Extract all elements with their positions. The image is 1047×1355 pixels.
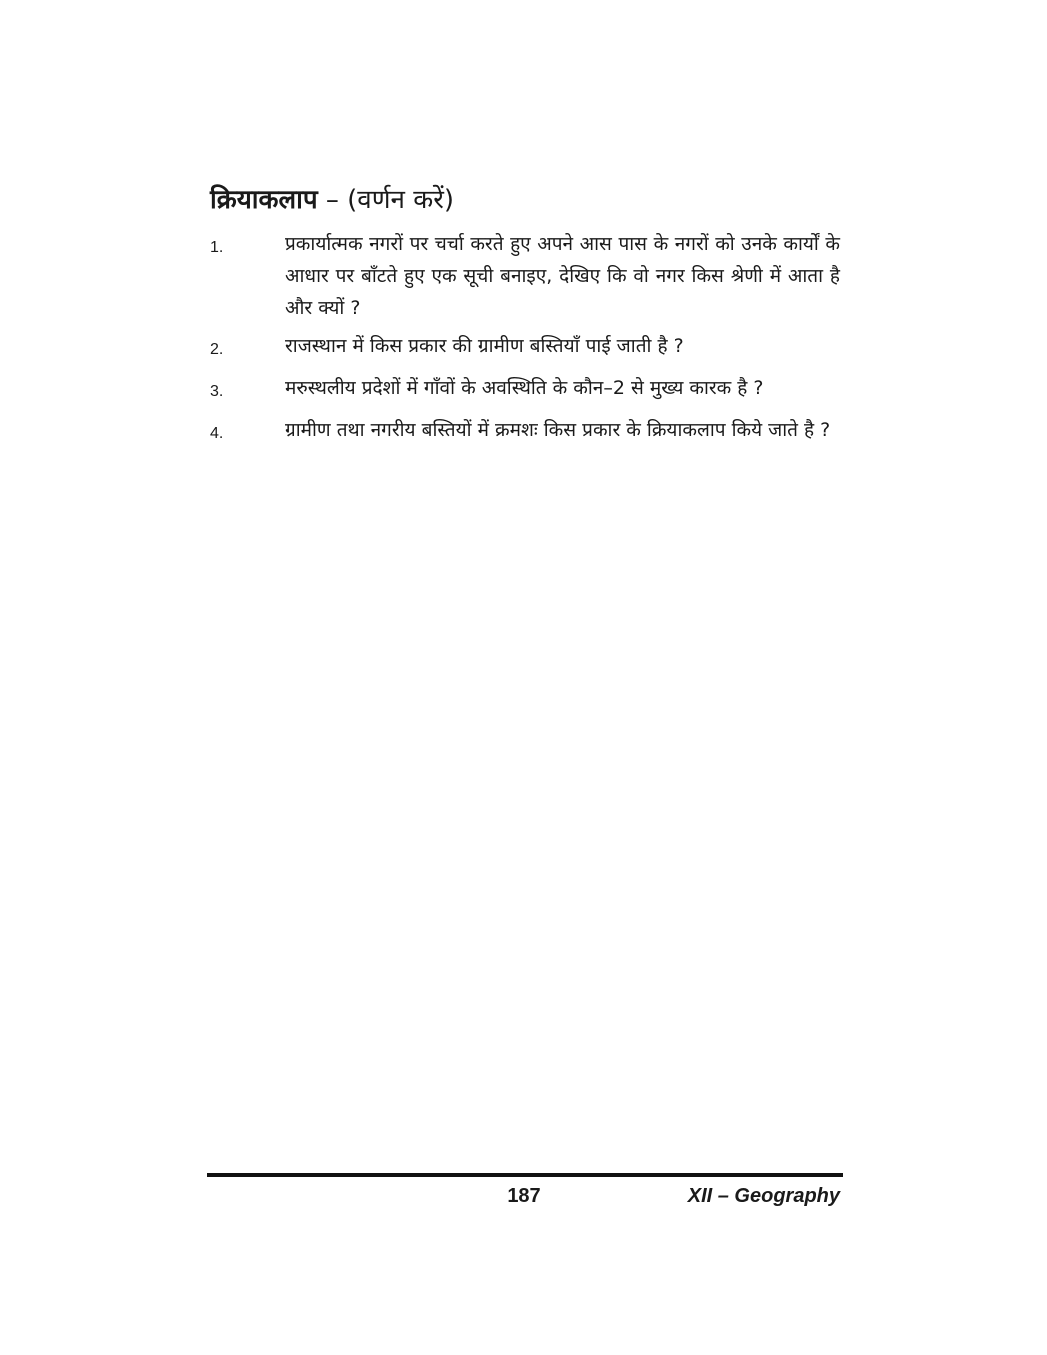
- question-item: [210, 228, 840, 324]
- question-item: [210, 414, 840, 450]
- footer-divider: [207, 1173, 843, 1177]
- question-number: 2.: [210, 341, 224, 358]
- question-item: [210, 330, 840, 366]
- question-text: राजस्थान में किस प्रकार की ग्रामीण बस्तियाँ पाई जाती है ?: [285, 335, 684, 357]
- heading-title: क्रियाकलाप: [210, 185, 318, 215]
- question-text: प्रकार्यात्मक नगरों पर चर्चा करते हुए अपने आस पास के नगरों को उनके कार्यों के आधार पर बाँटते हुए एक सूची बनाइए, देखिए कि वो नगर किस श्रेणी में आता है और क्यों ?: [285, 233, 840, 319]
- book-title: XII – Geography: [687, 1185, 840, 1207]
- question-list: [210, 228, 840, 456]
- question-number: 4.: [210, 425, 224, 442]
- question-item: [210, 372, 840, 408]
- question-text: मरुस्थलीय प्रदेशों में गाँवों के अवस्थिति के कौन–2 से मुख्य कारक है ?: [285, 377, 764, 399]
- question-number: 1.: [210, 239, 224, 256]
- question-number: 3.: [210, 383, 224, 400]
- heading-subtitle: – (वर्णन करें): [317, 185, 454, 215]
- section-heading: [210, 180, 454, 220]
- page-number: 187: [507, 1185, 541, 1207]
- question-text: ग्रामीण तथा नगरीय बस्तियों में क्रमशः किस प्रकार के क्रियाकलाप किये जाते है ?: [285, 419, 831, 441]
